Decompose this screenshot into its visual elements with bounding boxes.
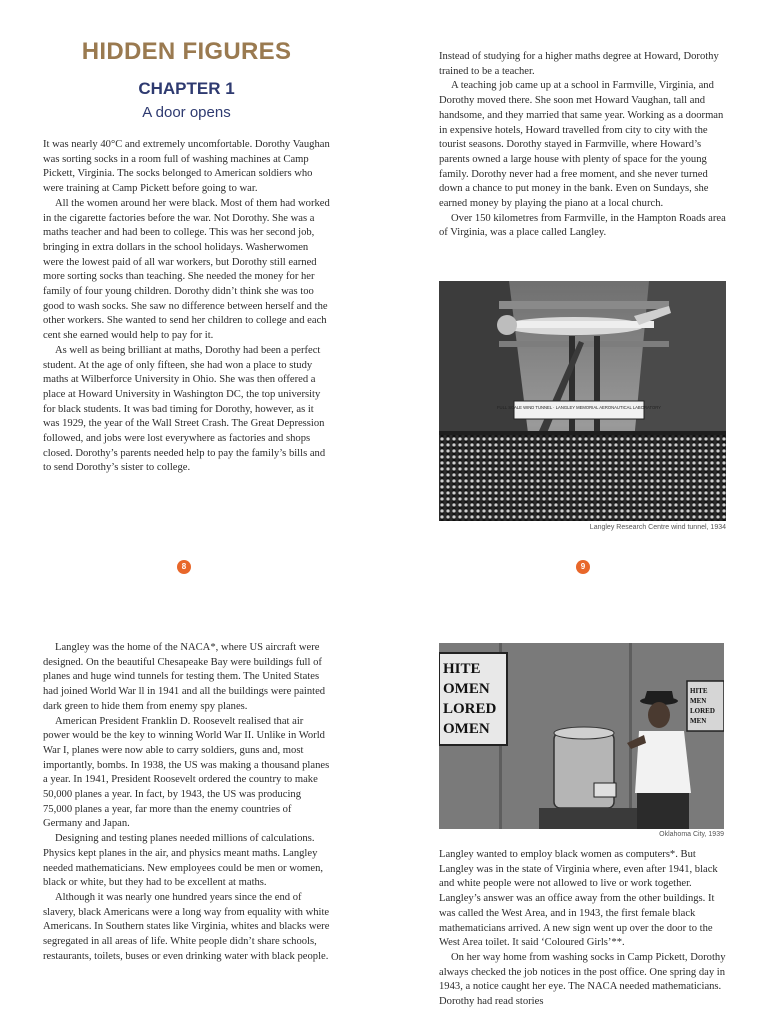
page-8-body bbox=[43, 138, 330, 476]
page-10-body bbox=[43, 641, 330, 964]
wind-tunnel-illustration bbox=[439, 281, 726, 521]
paragraph: Designing and testing planes needed millions of calculations. Physics kept planes in the air, and physics meant maths. Langley needed mathematicians. New employees could be men or women, black or white, but they had to be excellent at maths. bbox=[43, 833, 324, 889]
sign2-line-4: MEN bbox=[690, 717, 707, 725]
paragraph: Instead of studying for a higher maths degree at Howard, Dorothy trained to be a teacher. bbox=[439, 51, 719, 77]
page-11-body bbox=[439, 848, 726, 1010]
sign-line-1: HITE bbox=[443, 661, 481, 677]
segregation-illustration bbox=[439, 643, 724, 829]
paragraph: Langley was the home of the NACA*, where US aircraft were designed. On the beautiful Chesapeake Bay were buildings full of planes and huge wind tunnels for testing them. The United States had joined World War ll in 1941 and all the buildings were painted dark green to hide them from enemy spy planes. bbox=[43, 642, 326, 712]
paragraph: It was nearly 40°C and extremely uncomfortable. Dorothy Vaughan was sorting socks in a room full of washing machines at Camp Pickett, Virginia. The socks belonged to American soldiers who were training at Camp Pickett before going to war. bbox=[43, 139, 330, 195]
paragraph: Langley wanted to employ black women as computers*. But Langley was in the state of Virginia where, even after 1941, black and white people were not allowed to live or work together. Langley’s answer was an office away from the other buildings. It was called the West Area, and in 1943, the first female black mathematicians arrived. A new sign went up over the door to the West Area toilet. It said ‘Coloured Girls’**. bbox=[439, 849, 718, 949]
wind-tunnel-photo bbox=[439, 281, 726, 521]
page-number: 9 bbox=[576, 560, 590, 574]
sign2-line-3: LORED bbox=[690, 707, 715, 715]
paragraph: A teaching job came up at a school in Farmville, Virginia, and Dorothy moved there. She soon met Howard Vaughan, tall and handsome, and they married that same year. Working as a doorman in expensive hotels, Howard travelled from city to city with the tourist seasons. Dorothy stayed in Farmville, where Howard’s parents owned a large house with plenty of space for the young family. Dorothy never had a free moment, and she never turned down a chance to put money in the bank. Even on Sundays, she earned money by playing the piano at a local church. bbox=[439, 80, 724, 210]
paragraph: On her way home from washing socks in Camp Pickett, Dorothy always checked the job notices in the post office. One spring day in 1943, a notice caught her eye. The NACA needed mathematicians. Dorothy had read stories bbox=[439, 951, 726, 1008]
paragraph: American President Franklin D. Roosevelt realised that air power would be the key to winning World War II. Unlike in World War I, planes were now able to carry soldiers, guns and, most importantly, bombs. In 1938, the US was making a thousand planes a year. In 1941, President Roosevelt ordered the country to make 50,000 planes a year. In fact, by 1943, the US was producing 75,000 planes a year, far more than the enemy countries of Germany and Japan. bbox=[43, 715, 330, 830]
chapter-title: A door opens bbox=[142, 104, 231, 121]
page-9-body bbox=[439, 50, 726, 241]
photo-caption: Langley Research Centre wind tunnel, 1934 bbox=[589, 524, 726, 531]
paragraph: Over 150 kilometres from Farmville, in the Hampton Roads area of Virginia, was a place called Langley. bbox=[439, 212, 726, 239]
book-title: HIDDEN FIGURES bbox=[81, 38, 292, 65]
sign-line-4: OMEN bbox=[443, 721, 490, 737]
page-number: 8 bbox=[177, 560, 191, 574]
sign-line-3: LORED bbox=[443, 701, 497, 717]
wind-tunnel-banner: FULL SCALE WIND TUNNEL · LANGLEY MEMORIAL AERONAUTICAL LABORATORY bbox=[497, 405, 661, 410]
paragraph: All the women around her were black. Most of them had worked in the cigarette factories before the war. Not Dorothy. She was a maths teacher and had been to college. This was her second job, bringing in extra dollars in the school holidays. Washerwomen were the lowest paid of all war workers, but Dorothy still earned more sorting socks than teaching. She needed the money for her family of four young children. Dorothy didn’t think she was too good to wash socks. She saw no difference between herself and the other workers. She wanted to send her children to college and each cent she earned would help to pay for it. bbox=[43, 197, 330, 342]
sign2-line-2: MEN bbox=[690, 697, 707, 705]
chapter-label: CHAPTER 1 bbox=[138, 79, 235, 98]
paragraph: As well as being brilliant at maths, Dorothy had been a perfect student. At the age of only fifteen, she had won a place to study maths at Wilberforce University in Ohio. She was then offered a place at Howard University in Washington DC, the top university for black students. It was bad timing for Dorothy, however, as it was 1929, the year of the Wall Street Crash. The Great Depression followed, and jobs were lost everywhere as factories and shops closed. Dorothy’s parents needed help to pay the family’s bills and to send Dorothy’s sister to college. bbox=[43, 344, 326, 474]
sign-line-2: OMEN bbox=[443, 681, 490, 697]
photo-caption: Oklahoma City, 1939 bbox=[659, 831, 724, 838]
paragraph: Although it was nearly one hundred years since the end of slavery, black Americans were a long way from equality with white Americans. In Southern states like Virginia, whites and blacks were segregated in all areas of life. White people didn’t share schools, restaurants, toilets, buses or even drinking water with black people. bbox=[43, 891, 330, 962]
sign2-line-1: HITE bbox=[690, 687, 708, 695]
segregation-photo bbox=[439, 643, 724, 829]
